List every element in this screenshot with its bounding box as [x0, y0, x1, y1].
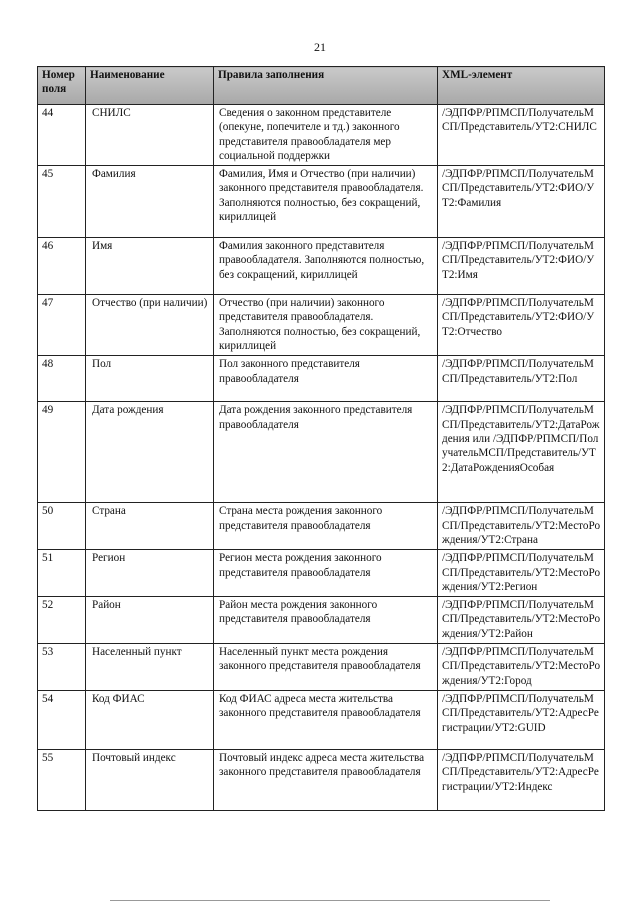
xml-element: /ЭДПФР/РПМСП/ПолучательМСП/Представитель/УТ2:ФИО/УТ2:Фамилия	[438, 166, 605, 238]
field-number: 44	[38, 105, 86, 166]
fill-rules: Фамилия, Имя и Отчество (при наличии) законного представителя правообладателя. Заполняются полностью, без сокращений, кириллицей	[214, 166, 438, 238]
fill-rules: Район места рождения законного представителя правообладателя	[214, 597, 438, 644]
field-number: 55	[38, 749, 86, 810]
fill-rules: Почтовый индекс адреса места жительства законного представителя правообладателя	[214, 749, 438, 810]
field-number: 49	[38, 402, 86, 503]
xml-element: /ЭДПФР/РПМСП/ПолучательМСП/Представитель/УТ2:СНИЛС	[438, 105, 605, 166]
table-row	[38, 550, 605, 597]
field-name: Населенный пункт	[86, 644, 214, 691]
fill-rules: Фамилия законного представителя правообладателя. Заполняются полностью, без сокращений, кириллицей	[214, 238, 438, 295]
field-number: 51	[38, 550, 86, 597]
field-name: Отчество (при наличии)	[86, 295, 214, 356]
field-name: Регион	[86, 550, 214, 597]
xml-element: /ЭДПФР/РПМСП/ПолучательМСП/Представитель/УТ2:ДатаРождения или /ЭДПФР/РПМСП/ПолучательМСП/Представитель/УТ2:ДатаРожденияОсобая	[438, 402, 605, 503]
table-row	[38, 166, 605, 238]
bottom-divider	[110, 900, 550, 901]
table-row	[38, 356, 605, 402]
field-number: 48	[38, 356, 86, 402]
field-name: Фамилия	[86, 166, 214, 238]
field-name: Имя	[86, 238, 214, 295]
field-name: Страна	[86, 503, 214, 550]
fill-rules: Сведения о законном представителе (опекуне, попечителе и тд.) законного представителя правообладателя мер социальной поддержки	[214, 105, 438, 166]
fill-rules: Страна места рождения законного представителя правообладателя	[214, 503, 438, 550]
field-rules-table	[37, 66, 605, 811]
fill-rules: Регион места рождения законного представителя правообладателя	[214, 550, 438, 597]
field-name: Почтовый индекс	[86, 749, 214, 810]
table-row	[38, 503, 605, 550]
xml-element: /ЭДПФР/РПМСП/ПолучательМСП/Представитель/УТ2:ФИО/УТ2:Отчество	[438, 295, 605, 356]
table-body	[38, 105, 605, 811]
field-name: Пол	[86, 356, 214, 402]
fill-rules: Отчество (при наличии) законного представителя правообладателя. Заполняются полностью, без сокращений, кириллицей	[214, 295, 438, 356]
fill-rules: Пол законного представителя правообладателя	[214, 356, 438, 402]
table-row	[38, 597, 605, 644]
xml-element: /ЭДПФР/РПМСП/ПолучательМСП/Представитель/УТ2:МестоРождения/УТ2:Страна	[438, 503, 605, 550]
header-name: Наименование	[86, 67, 214, 105]
fill-rules: Населенный пункт места рождения законного представителя правообладателя	[214, 644, 438, 691]
table-row	[38, 749, 605, 810]
header-xml-element: XML-элемент	[438, 67, 605, 105]
xml-element: /ЭДПФР/РПМСП/ПолучательМСП/Представитель/УТ2:АдресРегистрации/УТ2:Индекс	[438, 749, 605, 810]
header-row	[38, 67, 605, 105]
xml-element: /ЭДПФР/РПМСП/ПолучательМСП/Представитель/УТ2:МестоРождения/УТ2:Город	[438, 644, 605, 691]
field-number: 46	[38, 238, 86, 295]
field-name: Дата рождения	[86, 402, 214, 503]
header-field-number: Номер поля	[38, 67, 86, 105]
table-row	[38, 105, 605, 166]
field-number: 50	[38, 503, 86, 550]
xml-element: /ЭДПФР/РПМСП/ПолучательМСП/Представитель/УТ2:АдресРегистрации/УТ2:GUID	[438, 690, 605, 749]
field-name: Район	[86, 597, 214, 644]
xml-element: /ЭДПФР/РПМСП/ПолучательМСП/Представитель/УТ2:МестоРождения/УТ2:Район	[438, 597, 605, 644]
xml-element: /ЭДПФР/РПМСП/ПолучательМСП/Представитель/УТ2:Пол	[438, 356, 605, 402]
fill-rules: Дата рождения законного представителя правообладателя	[214, 402, 438, 503]
page-number: 21	[314, 40, 326, 54]
table-header	[38, 67, 605, 105]
field-number: 54	[38, 690, 86, 749]
field-name: СНИЛС	[86, 105, 214, 166]
table-row	[38, 644, 605, 691]
field-number: 47	[38, 295, 86, 356]
field-number: 45	[38, 166, 86, 238]
header-fill-rules: Правила заполнения	[214, 67, 438, 105]
xml-element: /ЭДПФР/РПМСП/ПолучательМСП/Представитель/УТ2:ФИО/УТ2:Имя	[438, 238, 605, 295]
table-row	[38, 402, 605, 503]
fill-rules: Код ФИАС адреса места жительства законного представителя правообладателя	[214, 690, 438, 749]
field-number: 53	[38, 644, 86, 691]
table-row	[38, 238, 605, 295]
table-row	[38, 295, 605, 356]
table-row	[38, 690, 605, 749]
field-number: 52	[38, 597, 86, 644]
xml-element: /ЭДПФР/РПМСП/ПолучательМСП/Представитель/УТ2:МестоРождения/УТ2:Регион	[438, 550, 605, 597]
field-name: Код ФИАС	[86, 690, 214, 749]
